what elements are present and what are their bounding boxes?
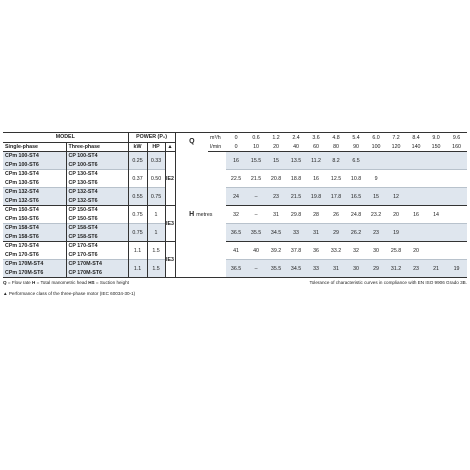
model-row — [3, 242, 467, 251]
three-phase-model: CP 150-ST6 — [66, 215, 128, 224]
head-value: 24 — [226, 188, 246, 206]
flow-lmin-7: 100 — [366, 142, 386, 152]
ie-class: IE3 — [165, 242, 175, 278]
head-value: 30 — [346, 260, 366, 278]
single-phase-header: Single-phase — [3, 142, 66, 152]
head-value: 21.5 — [286, 188, 306, 206]
flow-lmin-9: 140 — [406, 142, 426, 152]
legend-h-text: = Total manometric head — [35, 280, 89, 285]
three-phase-model: CP 170M-ST4 — [66, 260, 128, 269]
model-row — [3, 152, 467, 161]
power-kw: 1.1 — [128, 260, 147, 278]
head-value: 30 — [366, 242, 386, 260]
head-value: 8.2 — [326, 152, 346, 170]
head-value: 36.5 — [226, 224, 246, 242]
head-value: 11.2 — [306, 152, 326, 170]
flow-m3h-7: 6.0 — [366, 133, 386, 143]
model-row — [3, 170, 467, 179]
head-value: 26.2 — [346, 224, 366, 242]
model-row — [3, 260, 467, 269]
three-phase-model: CP 170-ST4 — [66, 242, 128, 251]
legend-row — [3, 280, 467, 285]
flow-m3h-4: 3.6 — [306, 133, 326, 143]
head-value — [386, 152, 406, 170]
legend-hs: HS — [88, 280, 95, 285]
ie-class: IE3 — [165, 206, 175, 242]
power-hp: 0.75 — [147, 188, 165, 206]
single-phase-model: CPm 132-ST6 — [3, 197, 66, 206]
head-value: 33 — [286, 224, 306, 242]
flow-lmin-10: 150 — [426, 142, 446, 152]
flow-lmin-3: 40 — [286, 142, 306, 152]
head-value: 35.5 — [266, 260, 286, 278]
head-value — [406, 188, 426, 206]
flow-lmin-8: 120 — [386, 142, 406, 152]
head-value — [406, 170, 426, 188]
kw-header: kW — [128, 142, 147, 152]
single-phase-model: CPm 170M-ST4 — [3, 260, 66, 269]
single-phase-model: CPm 130-ST4 — [3, 170, 66, 179]
flow-m3h-6: 5.4 — [346, 133, 366, 143]
head-value: 19 — [446, 260, 467, 278]
three-phase-model: CP 170M-ST6 — [66, 269, 128, 278]
performance-class-note: ▲ Performance class of the three-phase motor (IEC 60034-30-1) — [3, 291, 136, 296]
model-row — [3, 224, 467, 233]
head-value: 37.8 — [286, 242, 306, 260]
header-row-2 — [3, 142, 467, 152]
head-value: 10.8 — [346, 170, 366, 188]
header-row-1 — [3, 133, 467, 143]
head-value: 9 — [366, 170, 386, 188]
head-value: 16.5 — [346, 188, 366, 206]
head-value: 18.8 — [286, 170, 306, 188]
head-value: 36.5 — [226, 260, 246, 278]
bottom-rule — [3, 278, 467, 279]
flow-lmin-6: 90 — [346, 142, 366, 152]
head-value: 23 — [406, 260, 426, 278]
head-value: 28 — [306, 206, 326, 224]
power-hp: 1 — [147, 206, 165, 224]
single-phase-model: CPm 170-ST6 — [3, 251, 66, 260]
head-value: 15 — [266, 152, 286, 170]
head-value: 32 — [346, 242, 366, 260]
head-value — [446, 224, 467, 242]
head-value: 12 — [386, 188, 406, 206]
model-row — [3, 188, 467, 197]
power-hp: 0.50 — [147, 170, 165, 188]
head-value: 22.5 — [226, 170, 246, 188]
head-value: 21.5 — [246, 170, 266, 188]
three-phase-model: CP 170-ST6 — [66, 251, 128, 260]
head-value — [426, 152, 446, 170]
power-header: POWER (P₂) — [128, 133, 175, 143]
head-value: 36 — [306, 242, 326, 260]
head-label-cell — [175, 152, 226, 278]
hp-header: HP — [147, 142, 165, 152]
flow-m3h-2: 1.2 — [266, 133, 286, 143]
head-value: 34.5 — [266, 224, 286, 242]
head-value: 33 — [306, 260, 326, 278]
head-value: 34.5 — [286, 260, 306, 278]
head-value: 6.5 — [346, 152, 366, 170]
unit-lmin: l/min — [208, 142, 226, 152]
head-value: – — [246, 188, 266, 206]
single-phase-model: CPm 158-ST4 — [3, 224, 66, 233]
head-value: 16 — [306, 170, 326, 188]
head-value: 31 — [306, 224, 326, 242]
power-kw: 0.75 — [128, 206, 147, 224]
power-kw: 0.75 — [128, 224, 147, 242]
head-value — [426, 224, 446, 242]
head-value: 21 — [426, 260, 446, 278]
three-phase-model: CP 158-ST6 — [66, 233, 128, 242]
head-value: 14 — [426, 206, 446, 224]
head-value: 31 — [326, 260, 346, 278]
single-phase-model: CPm 150-ST6 — [3, 215, 66, 224]
single-phase-model: CPm 170-ST4 — [3, 242, 66, 251]
head-value: 29.8 — [286, 206, 306, 224]
head-value — [446, 206, 467, 224]
single-phase-model: CPm 150-ST4 — [3, 206, 66, 215]
head-value — [406, 224, 426, 242]
three-phase-model: CP 100-ST4 — [66, 152, 128, 161]
head-value: 12.5 — [326, 170, 346, 188]
head-value: 26 — [326, 206, 346, 224]
head-value: 40 — [246, 242, 266, 260]
abbreviation-legend — [3, 280, 129, 285]
unit-m3h: m³/h — [208, 133, 226, 143]
head-value: 25.8 — [386, 242, 406, 260]
flow-m3h-11: 9.6 — [446, 133, 467, 143]
head-value: – — [246, 260, 266, 278]
flow-lmin-11: 160 — [446, 142, 467, 152]
head-value — [386, 170, 406, 188]
single-phase-model: CPm 170M-ST6 — [3, 269, 66, 278]
legend-q: Q — [3, 280, 7, 285]
single-phase-model: CPm 158-ST6 — [3, 233, 66, 242]
tolerance-note: Tolerance of characteristic curves in compliance with EN ISO 9906 Grado 3B. — [309, 280, 467, 285]
single-phase-model: CPm 130-ST6 — [3, 179, 66, 188]
flow-lmin-2: 20 — [266, 142, 286, 152]
model-row — [3, 206, 467, 215]
head-value: 20 — [406, 242, 426, 260]
single-phase-model: CPm 132-ST4 — [3, 188, 66, 197]
head-value: 20 — [386, 206, 406, 224]
three-phase-model: CP 132-ST6 — [66, 197, 128, 206]
flow-m3h-10: 9.0 — [426, 133, 446, 143]
head-value — [426, 170, 446, 188]
head-value — [446, 242, 467, 260]
performance-class-header: ▲ — [165, 142, 175, 152]
flow-m3h-8: 7.2 — [386, 133, 406, 143]
h-unit: metres — [196, 211, 213, 218]
head-value: 16 — [226, 152, 246, 170]
flow-lmin-0: 0 — [226, 142, 246, 152]
head-value: 15.5 — [246, 152, 266, 170]
head-value: 23 — [266, 188, 286, 206]
model-header: MODEL — [3, 133, 128, 143]
ie-class: IE2 — [165, 152, 175, 206]
three-phase-model: CP 158-ST4 — [66, 224, 128, 233]
head-value: 39.2 — [266, 242, 286, 260]
performance-table — [3, 132, 467, 278]
performance-table-block — [3, 132, 467, 296]
flow-m3h-3: 2.4 — [286, 133, 306, 143]
head-value: 23 — [366, 224, 386, 242]
head-value — [426, 188, 446, 206]
performance-table-body — [3, 133, 467, 279]
head-value: 20.8 — [266, 170, 286, 188]
three-phase-model: CP 150-ST4 — [66, 206, 128, 215]
three-phase-model: CP 132-ST4 — [66, 188, 128, 197]
power-hp: 1.5 — [147, 242, 165, 260]
legend-q-text: = Flow rate — [6, 280, 32, 285]
head-value: 32 — [226, 206, 246, 224]
flow-m3h-1: 0.6 — [246, 133, 266, 143]
three-phase-model: CP 100-ST6 — [66, 161, 128, 170]
flow-m3h-0: 0 — [226, 133, 246, 143]
head-value: 35.5 — [246, 224, 266, 242]
head-value: 19 — [386, 224, 406, 242]
head-value — [446, 170, 467, 188]
head-value: 15 — [366, 188, 386, 206]
legend-h: H — [31, 280, 36, 285]
power-hp: 1.5 — [147, 260, 165, 278]
legend-hs-text: = Suction height — [94, 280, 129, 285]
flow-lmin-5: 80 — [326, 142, 346, 152]
head-value: 29 — [326, 224, 346, 242]
q-label: Q — [175, 133, 208, 152]
h-label: H — [189, 210, 195, 218]
three-phase-header: Three-phase — [66, 142, 128, 152]
head-value: 19.8 — [306, 188, 326, 206]
head-value: 24.8 — [346, 206, 366, 224]
head-value: 31 — [266, 206, 286, 224]
head-value: 29 — [366, 260, 386, 278]
three-phase-model: CP 130-ST6 — [66, 179, 128, 188]
power-kw: 1.1 — [128, 242, 147, 260]
head-value — [426, 242, 446, 260]
head-value: 31.2 — [386, 260, 406, 278]
three-phase-model: CP 130-ST4 — [66, 170, 128, 179]
head-value: 23.2 — [366, 206, 386, 224]
power-kw: 0.37 — [128, 170, 147, 188]
flow-m3h-9: 8.4 — [406, 133, 426, 143]
power-hp: 0.33 — [147, 152, 165, 170]
head-value: 13.5 — [286, 152, 306, 170]
flow-m3h-5: 4.8 — [326, 133, 346, 143]
head-value: 17.8 — [326, 188, 346, 206]
single-phase-model: CPm 100-ST6 — [3, 161, 66, 170]
head-value — [446, 188, 467, 206]
head-value: 16 — [406, 206, 426, 224]
head-value: 33.2 — [326, 242, 346, 260]
flow-lmin-1: 10 — [246, 142, 266, 152]
single-phase-model: CPm 100-ST4 — [3, 152, 66, 161]
power-kw: 0.55 — [128, 188, 147, 206]
head-value: – — [246, 206, 266, 224]
head-value: 41 — [226, 242, 246, 260]
head-value — [446, 152, 467, 170]
head-value — [366, 152, 386, 170]
flow-lmin-4: 60 — [306, 142, 326, 152]
power-hp: 1 — [147, 224, 165, 242]
table-bottom-rule — [3, 278, 467, 279]
power-kw: 0.25 — [128, 152, 147, 170]
head-value — [406, 152, 426, 170]
